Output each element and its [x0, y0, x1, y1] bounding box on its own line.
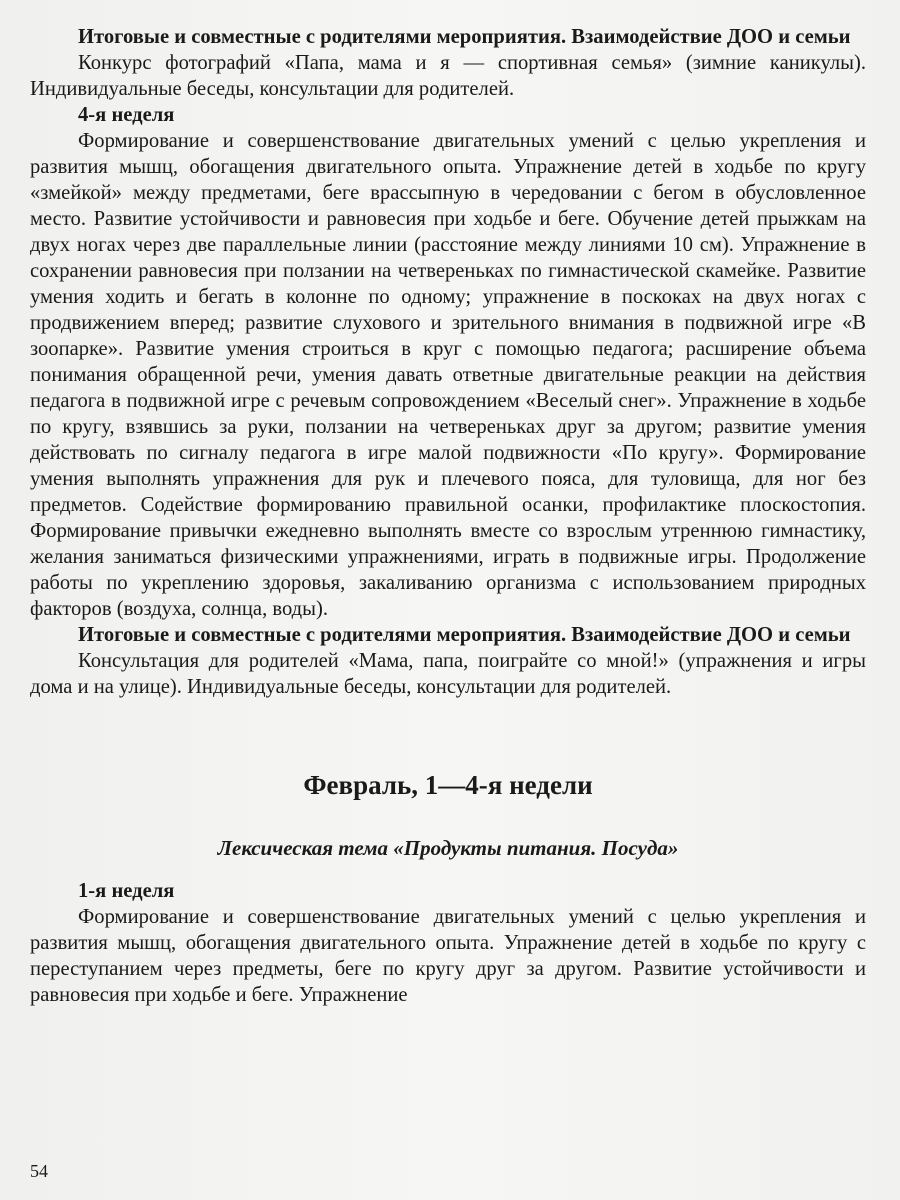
- chapter-title-february: Февраль, 1—4-я недели: [303, 770, 593, 800]
- page-content: [30, 24, 866, 1008]
- page-number: 54: [30, 1161, 48, 1181]
- paragraph-consultation: Консультация для родителей «Мама, папа, поиграйте со мной!» (упражнения и игры дома и на улице). Индивидуальные беседы, консультации для родителей.: [30, 650, 866, 698]
- section-heading-joint-events: Итоговые и совместные с родителями мероприятия. Взаимодействие ДОО и семьи: [78, 26, 851, 48]
- paragraph-week-1-activities: Формирование и совершенствование двигательных умений с целью укрепления и развития мышц, обогащения двигательного опыта. Упражнение детей в ходьбе по кругу с переступанием через предметы, беге по кругу друг за другом. Развитие устойчивости и равновесия при ходьбе и беге. Упражнение: [30, 906, 866, 1006]
- paragraph-week-4-activities: Формирование и совершенствование двигательных умений с целью укрепления и развития мышц, обогащения двигательного опыта. Упражнение детей в ходьбе по кругу «змейкой» между предметами, беге врассыпную в чередовании с бегом в обусловленное место. Развитие устойчивости и равновесия при ходьбе и беге. Обучение детей прыжкам на двух ногах через две параллельные линии (расстояние между линиями 10 см). Упражнение в сохранении равновесия при ползании на четвереньках по гимнастической скамейке. Развитие умения ходить и бегать в колонне по одному; упражнение в поскоках на двух ногах с продвижением вперед; развитие слухового и зрительного внимания в подвижной игре «В зоопарке». Развитие умения строиться в круг с помощью педагога; расширение объема понимания обращенной речи, умения давать ответные двигательные реакции на действия педагога в подвижной игре с речевым сопровождением «Веселый снег». Упражнение в ходьбе по кругу, взявшись за руки, ползании на четвереньках друг за другом; развитие умения действовать по сигналу педагога в игре малой подвижности «По кругу». Формирование умения выполнять упражнения для рук и плечевого пояса, для туловища, для ног без предметов. Содействие формированию правильной осанки, профилактике плоскостопия. Формирование привычки ежедневно выполнять вместе со взрослым утреннюю гимнастику, желания заниматься физическими упражнениями, играть в подвижные игры. Продолжение работы по укреплению здоровья, закаливанию организма с использованием природных факторов (воздуха, солнца, воды).: [30, 130, 866, 620]
- week-heading-4: 4-я неделя: [78, 104, 175, 126]
- paragraph-photo-contest: Конкурс фотографий «Папа, мама и я — спортивная семья» (зимние каникулы). Индивидуальные беседы, консультации для родителей.: [30, 52, 866, 100]
- week-heading-1: 1-я неделя: [78, 880, 175, 902]
- lexical-topic-title: Лексическая тема «Продукты питания. Посуда»: [217, 836, 679, 860]
- section-heading-joint-events-2: Итоговые и совместные с родителями мероприятия. Взаимодействие ДОО и семьи: [78, 624, 851, 646]
